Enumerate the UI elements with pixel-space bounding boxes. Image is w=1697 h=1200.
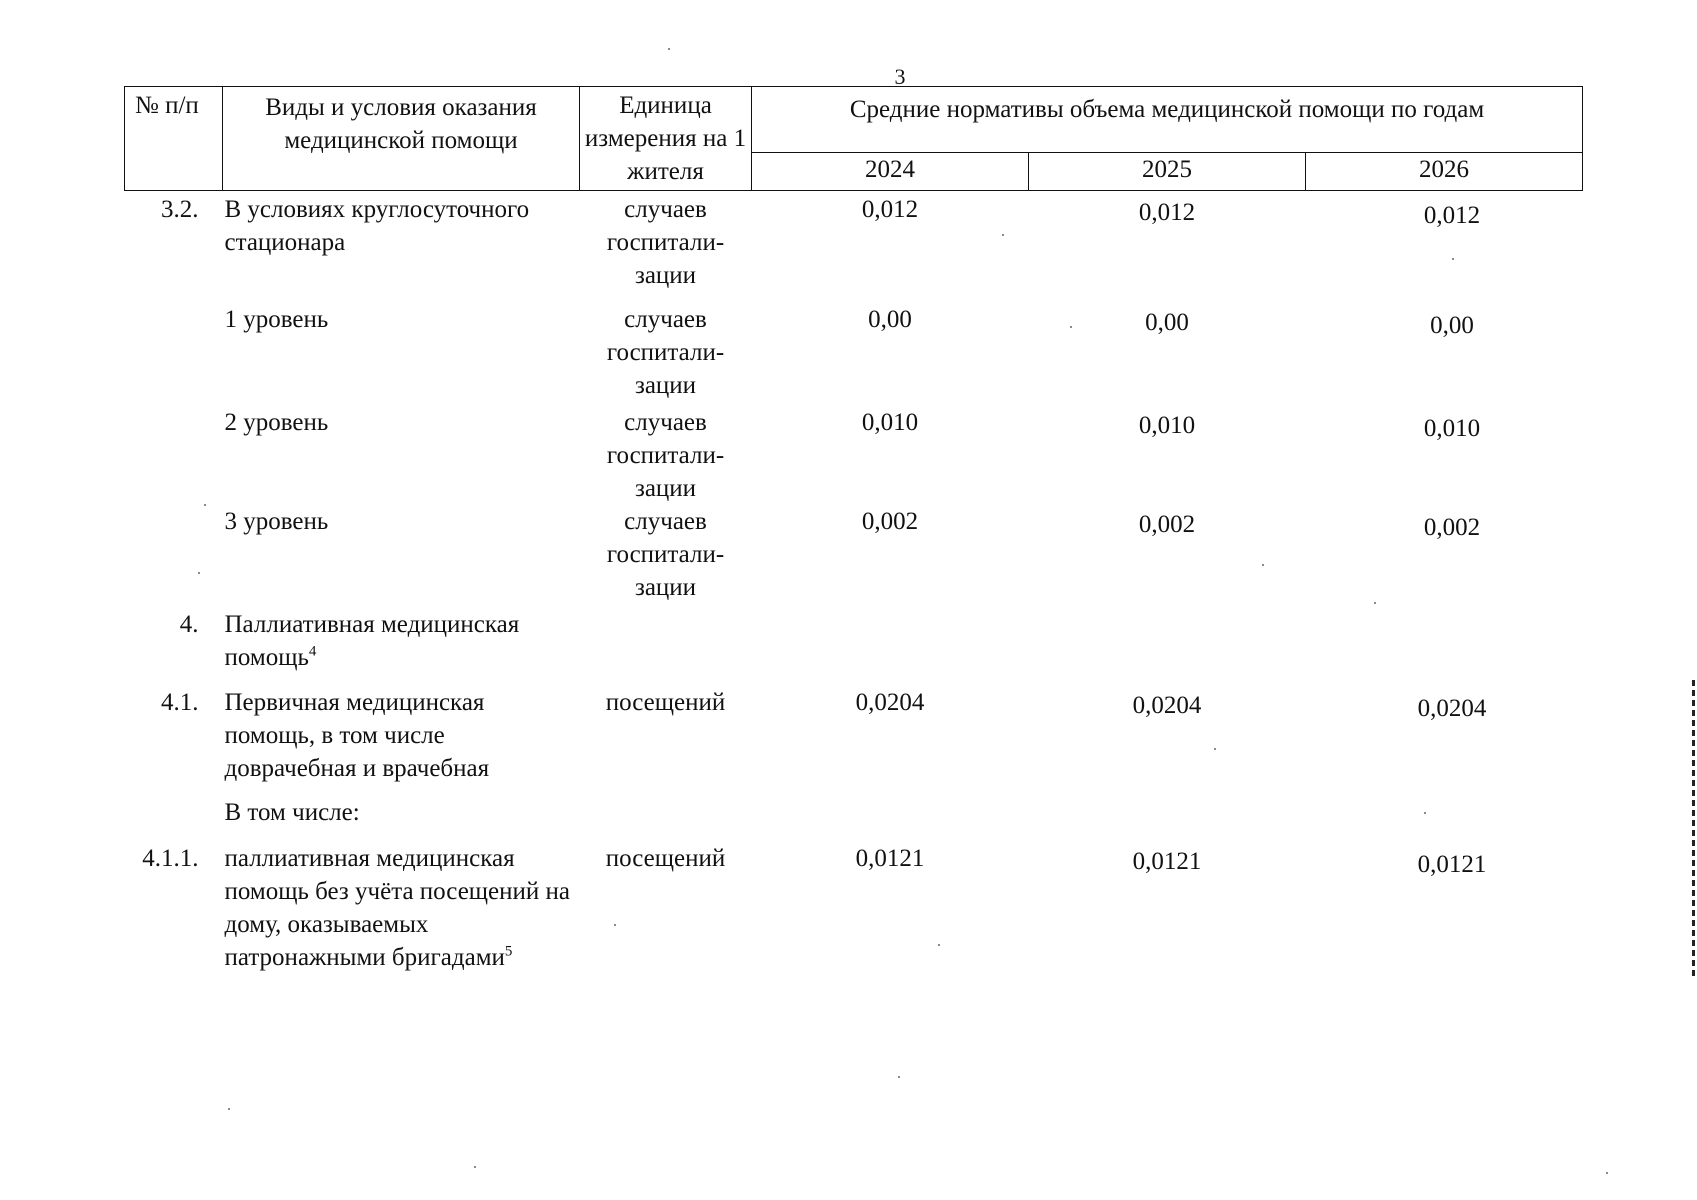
scan-speck (1424, 812, 1426, 814)
row-unit: случаев госпитали-зации (606, 196, 725, 289)
value-text: 0,012 (1423, 202, 1481, 229)
row-kind (223, 686, 580, 796)
table-row (125, 686, 1583, 796)
row-kind-text: В условиях круглосуточного стационара (224, 196, 530, 256)
scan-speck (1606, 1172, 1608, 1174)
value-text: 0,0204 (1417, 695, 1487, 722)
value-text: 0,0121 (1417, 851, 1487, 878)
scan-speck (1374, 602, 1376, 604)
row-unit: посещений (605, 845, 726, 872)
row-unit: случаев госпитали-зации (606, 508, 725, 601)
row-value-2025 (1029, 406, 1306, 505)
row-value-2024 (752, 838, 1029, 974)
row-kind-text: 1 уровень (224, 306, 329, 333)
row-value-2025 (1029, 838, 1306, 974)
row-value-2025 (1029, 604, 1306, 686)
value-text: 0,012 (861, 196, 919, 223)
scan-speck (228, 1108, 230, 1110)
row-value-2024 (752, 604, 1029, 686)
row-kind (223, 796, 580, 838)
header-num: № п/п (125, 87, 223, 191)
header-norms-title: Средние нормативы объема медицинской помощи по годам (752, 87, 1583, 153)
row-kind-text: 3 уровень (224, 508, 329, 535)
row-value-2025 (1029, 301, 1306, 406)
row-num: 4. (179, 611, 199, 638)
table-row (125, 838, 1583, 974)
row-value-2024 (752, 301, 1029, 406)
value-text: 0,0121 (1132, 848, 1202, 875)
row-kind (223, 406, 580, 505)
value-text: 0,00 (1430, 312, 1474, 339)
scan-speck (614, 924, 616, 926)
scan-speck (668, 48, 670, 50)
value-text: 0,010 (861, 409, 919, 436)
row-value-2026 (1306, 301, 1583, 406)
table-header (125, 87, 1583, 191)
row-value-2025 (1029, 191, 1306, 302)
row-value-2024 (752, 796, 1029, 838)
row-kind-text: 2 уровень (224, 409, 329, 436)
medical-care-norms-table (124, 86, 1583, 974)
value-text: 0,00 (1145, 309, 1189, 336)
row-num: 4.1. (161, 689, 199, 716)
page-number: 3 (894, 64, 906, 89)
scan-edge-mark (1692, 680, 1695, 980)
row-value-2026 (1306, 686, 1583, 796)
row-num (125, 406, 223, 505)
row-kind (223, 604, 580, 686)
row-kind (223, 838, 580, 974)
value-text: 0,010 (1138, 412, 1196, 439)
value-text: 0,0121 (855, 845, 925, 872)
value-text: 0,002 (1138, 511, 1196, 538)
table-row (125, 796, 1583, 838)
footnote-ref: 4 (308, 643, 317, 660)
value-text: 0,0204 (855, 689, 925, 716)
value-text: 0,00 (868, 306, 912, 333)
row-kind (223, 191, 580, 302)
row-unit (580, 604, 752, 686)
row-unit: случаев госпитали-зации (606, 306, 725, 399)
row-value-2026 (1306, 604, 1583, 686)
row-num (125, 796, 223, 838)
row-value-2025 (1029, 686, 1306, 796)
row-value-2026 (1306, 505, 1583, 604)
row-kind-text: паллиативная медицинская помощь без учёта посещений на дому, оказываемых патронажными бригадами (224, 845, 570, 971)
table-row (125, 505, 1583, 604)
row-num: 3.2. (161, 196, 199, 223)
value-text: 0,010 (1423, 415, 1481, 442)
table-row (125, 604, 1583, 686)
row-unit: посещений (605, 689, 726, 716)
row-num (125, 301, 223, 406)
scan-speck (1452, 258, 1454, 260)
scan-speck (474, 1166, 476, 1168)
row-kind-text: Паллиативная медицинская помощь (224, 611, 520, 671)
scan-speck (1002, 234, 1004, 236)
row-value-2025 (1029, 505, 1306, 604)
value-text: 0,002 (1423, 514, 1481, 541)
row-value-2026 (1306, 406, 1583, 505)
table-row (125, 406, 1583, 505)
row-value-2024 (752, 406, 1029, 505)
row-num (125, 505, 223, 604)
scan-speck (1214, 748, 1216, 750)
scan-speck (198, 572, 200, 574)
row-num: 4.1.1. (142, 845, 199, 872)
row-value-2024 (752, 505, 1029, 604)
value-text: 0,012 (1138, 199, 1196, 226)
footnote-ref: 5 (504, 943, 513, 960)
scan-speck (938, 944, 940, 946)
row-kind-text: Первичная медицинская помощь, в том числе доврачебная и врачебная (224, 689, 490, 782)
value-text: 0,0204 (1132, 692, 1202, 719)
header-year-2026: 2026 (1306, 153, 1583, 191)
header-unit: Единица измерения на 1 жителя (580, 87, 752, 191)
row-value-2024 (752, 191, 1029, 302)
table-row (125, 301, 1583, 406)
row-kind-text: В том числе: (224, 799, 360, 826)
scan-speck (1070, 326, 1072, 328)
row-unit: случаев госпитали-зации (606, 409, 725, 502)
row-unit (580, 796, 752, 838)
row-value-2026 (1306, 191, 1583, 302)
scan-speck (204, 504, 206, 506)
header-kind: Виды и условия оказания медицинской помощи (223, 87, 580, 191)
scan-speck (1262, 564, 1264, 566)
row-value-2026 (1306, 796, 1583, 838)
row-value-2024 (752, 686, 1029, 796)
row-value-2025 (1029, 796, 1306, 838)
scan-speck (898, 1076, 900, 1078)
header-year-2025: 2025 (1029, 153, 1306, 191)
value-text: 0,002 (861, 508, 919, 535)
row-kind (223, 301, 580, 406)
table-row (125, 191, 1583, 302)
row-value-2026 (1306, 838, 1583, 974)
row-kind (223, 505, 580, 604)
header-year-2024: 2024 (752, 153, 1029, 191)
